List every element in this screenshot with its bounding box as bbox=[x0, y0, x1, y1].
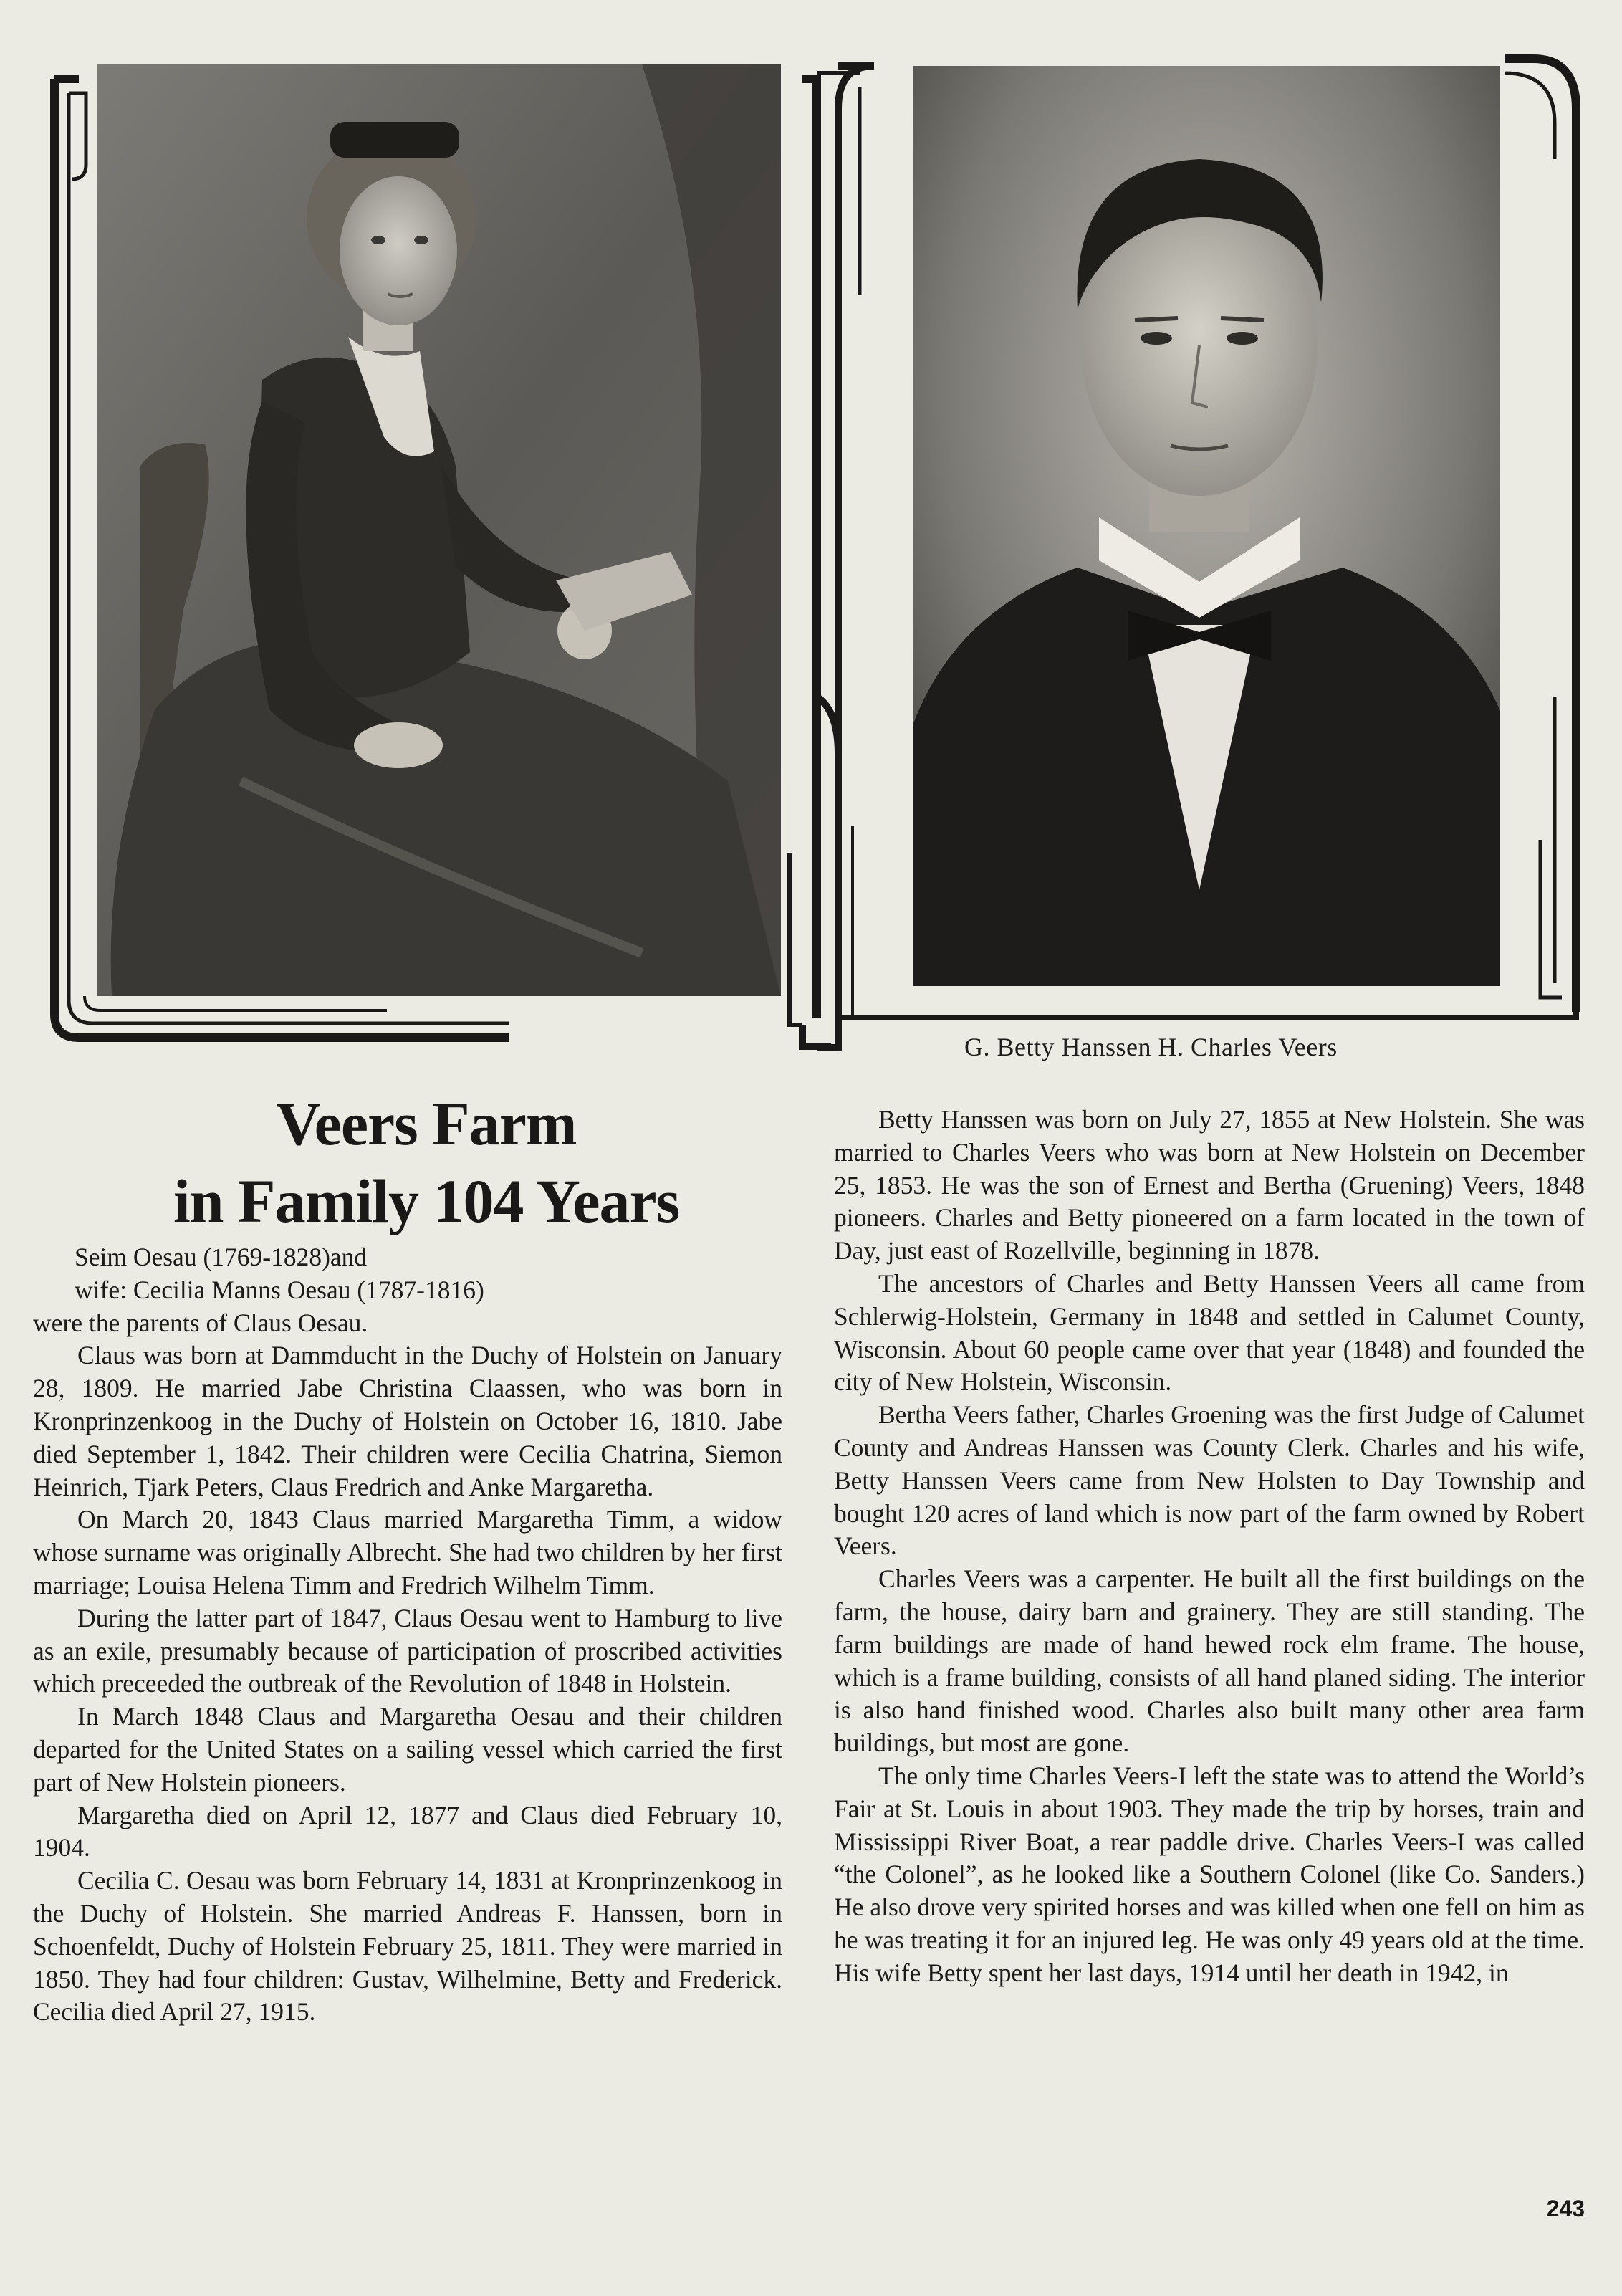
left-paragraph-1: Claus was born at Dammducht in the Duchy of Holstein on January 28, 1809. He married Jabe Christina Claassen, who was born in Kronprinzenkoog in the Duchy of Holstein on October 16, 1810. Jabe died September 1, 1842. Their children were Cecilia Chatrina, Siemon Heinrich, Tjark Peters, Claus Fredrich and Anke Margaretha. bbox=[33, 1341, 782, 1501]
right-portrait-photo bbox=[913, 66, 1500, 986]
left-paragraph-5: Margaretha died on April 12, 1877 and Claus died February 10, 1904. bbox=[33, 1800, 782, 1862]
left-portrait-photo bbox=[97, 64, 781, 996]
man-portrait-image bbox=[913, 66, 1500, 986]
headline-line-2: in Family 104 Years bbox=[173, 1167, 680, 1235]
photo-caption: G. Betty Hanssen H. Charles Veers bbox=[964, 1033, 1338, 1061]
woman-portrait-image bbox=[97, 64, 781, 996]
right-paragraph-3: Bertha Veers father, Charles Groening was the first Judge of Calumet County and Andreas Hanssen was County Clerk. Charles and his wife, Betty Hanssen Veers came from New Holsten to Day Township and bought 120 acres of land which is now part of the farm owned by Robert Veers. bbox=[834, 1400, 1585, 1561]
intro-line-3: were the parents of Claus Oesau. bbox=[33, 1308, 368, 1337]
right-paragraph-1: Betty Hanssen was born on July 27, 1855 at New Holstein. She was married to Charles Veers who was born at New Holstein on December 25, 1853. He was the son of Ernest and Bertha (Gruening) Veers, 1848 pioneers. Charles and Betty pioneered on a farm located in the town of Day, just east of Rozellville, beginning in 1878. bbox=[834, 1105, 1585, 1266]
left-paragraph-2: On March 20, 1843 Claus married Margaretha Timm, a widow whose surname was originally Albrecht. She had two children by her first marriage; Louisa Helena Timm and Fredrich Wilhelm Timm. bbox=[33, 1505, 782, 1599]
page-number: 243 bbox=[1546, 2196, 1585, 2221]
headline-line-1: Veers Farm bbox=[276, 1089, 577, 1158]
left-photo-frame bbox=[29, 64, 831, 1053]
right-paragraph-2: The ancestors of Charles and Betty Hanssen Veers all came from Schlerwig-Holstein, Germany in 1848 and settled in Calumet County, Wisconsin. About 60 people came over that year (1848) and founded the city of New Holstein, Wisconsin. bbox=[834, 1268, 1585, 1397]
right-paragraph-5: The only time Charles Veers-I left the state was to attend the World’s Fair at St. Louis in about 1903. They made the trip by horses, train and Mississippi River Boat, a rear paddle drive. Charles Veers-I was called “the Colonel”, as he looked like a Southern Colonel (like Co. Sanders.) He also drove very spirited horses and was killed when one fell on him as he was treating it for an injured leg. He was only 49 years old at the time. His wife Betty spent her last days, 1914 until her death in 1942, in bbox=[834, 1761, 1585, 1987]
left-text-column bbox=[33, 1241, 782, 2029]
left-paragraph-3: During the latter part of 1847, Claus Oesau went to Hamburg to live as an exile, presumably because of participation of proscribed activities which preceeded the outbreak of the Revolution of 1848 in Holstein. bbox=[33, 1603, 782, 1698]
right-text-column bbox=[834, 1104, 1585, 1990]
right-photo-frame bbox=[795, 52, 1590, 1055]
intro-line-2: wife: Cecilia Manns Oesau (1787-1816) bbox=[75, 1275, 484, 1304]
right-paragraph-4: Charles Veers was a carpenter. He built all the first buildings on the farm, the house, dairy barn and grainery. They are still standing. The farm buildings are made of hand hewed rock elm frame. The house, which is a frame building, consists of all hand planed siding. The interior is also hand finished wood. Charles also built many other area farm buildings, but most are gone. bbox=[834, 1564, 1585, 1758]
left-paragraph-6: Cecilia C. Oesau was born February 14, 1831 at Kronprinzenkoog in the Duchy of Holstein. She married Andreas F. Hanssen, born in Schoenfeldt, Duchy of Holstein February 25, 1811. They were married in 1850. They had four children: Gustav, Wilhelmine, Betty and Frederick. Cecilia died April 27, 1915. bbox=[33, 1866, 782, 2027]
intro-line-1: Seim Oesau (1769-1828)and bbox=[75, 1243, 368, 1271]
left-paragraph-4: In March 1848 Claus and Margaretha Oesau and their children departed for the United States on a sailing vessel which carried the first part of New Holstein pioneers. bbox=[33, 1702, 782, 1797]
